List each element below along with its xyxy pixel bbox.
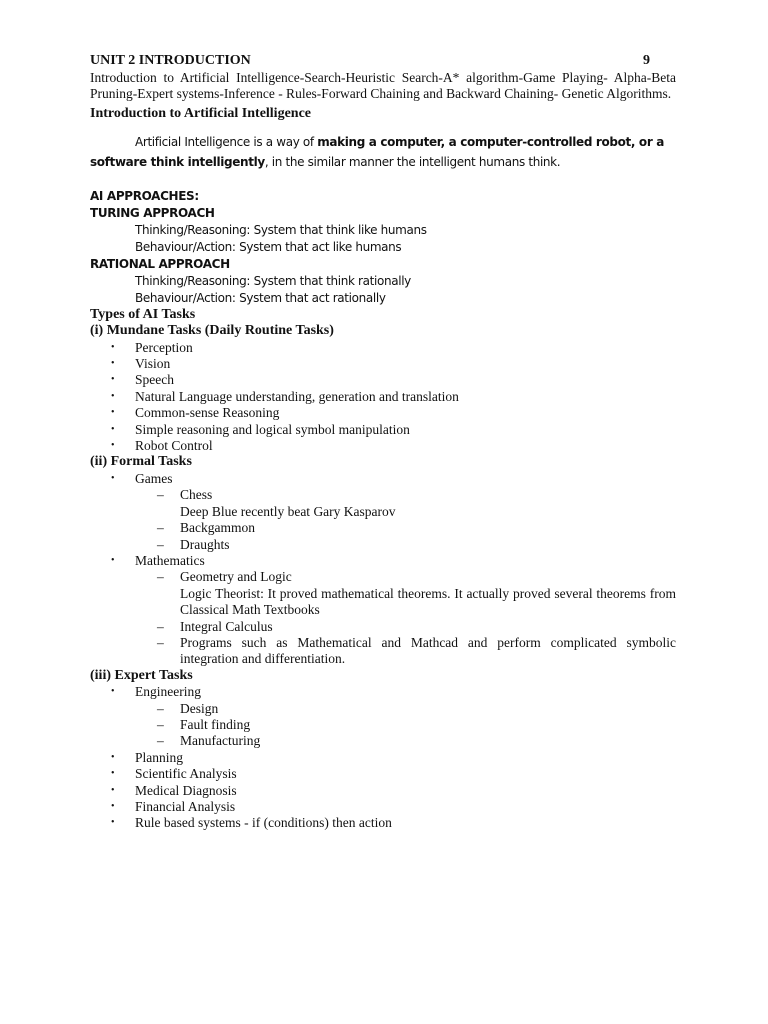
definition-lead: Artificial Intelligence is a way of — [135, 134, 318, 149]
list-item — [90, 799, 676, 815]
list-item-text: Financial Analysis — [135, 799, 236, 814]
formal-tasks-heading: (ii) Formal Tasks — [90, 454, 192, 470]
engineering-sublist — [135, 701, 676, 750]
sublist-item-text: Design — [180, 700, 219, 716]
list-item — [90, 438, 676, 454]
mundane-tasks-list — [90, 340, 676, 455]
list-item — [90, 471, 676, 553]
sublist-item — [135, 537, 676, 553]
section-heading: Introduction to Artificial Intelligence — [90, 105, 311, 121]
list-item-text: Games — [135, 470, 173, 486]
expert-tasks-list — [90, 684, 676, 832]
mathematics-sublist — [135, 569, 676, 667]
sublist-item-text: Programs such as Mathematical and Mathcad and perform complicated symbolic integration and differentiation. — [180, 634, 676, 667]
bullet-icon: • — [111, 407, 115, 419]
sublist-item-note: Logic Theorist: It proved mathematical theorems. It actually proved several theorems from Classical Math Textbooks — [180, 585, 676, 618]
expert-tasks-heading: (iii) Expert Tasks — [90, 667, 193, 683]
list-item — [90, 389, 676, 405]
sublist-item — [135, 717, 676, 733]
unit-header — [90, 51, 676, 70]
dash-icon: – — [157, 716, 164, 732]
turing-approach-title: TURING APPROACH — [90, 205, 215, 220]
list-item — [90, 356, 676, 372]
ai-approaches — [90, 188, 676, 307]
definition-emphasis: making a computer, a computer-controlled robot, or a software think intelligently — [90, 134, 664, 169]
games-sublist — [135, 487, 676, 553]
bullet-icon: • — [111, 801, 115, 812]
list-item-text: Perception — [135, 339, 193, 355]
bullet-icon: • — [111, 423, 115, 435]
sublist-item — [135, 487, 676, 520]
sublist-item — [135, 733, 676, 749]
sublist-item — [135, 619, 676, 635]
dash-icon: – — [157, 618, 164, 634]
list-item — [90, 815, 676, 831]
list-item-text: Vision — [135, 356, 171, 372]
list-item-text: Scientific Analysis — [135, 766, 237, 782]
sublist-item — [135, 635, 676, 668]
unit-title: UNIT 2 INTRODUCTION — [90, 53, 251, 68]
dash-icon: – — [157, 634, 164, 650]
list-item-text: Common-sense Reasoning — [135, 405, 280, 421]
list-item — [90, 783, 676, 799]
bullet-icon: • — [111, 472, 115, 484]
list-item-text: Mathematics — [135, 552, 205, 568]
list-item-text: Natural Language understanding, generation and translation — [135, 388, 459, 404]
bullet-icon: • — [111, 817, 115, 829]
list-item-text: Robot Control — [135, 438, 213, 454]
list-item-text: Speech — [135, 372, 174, 388]
bullet-icon: • — [111, 374, 115, 386]
bullet-icon: • — [111, 554, 115, 566]
list-item — [90, 750, 676, 766]
list-item-text: Planning — [135, 749, 184, 765]
mundane-tasks-heading: (i) Mundane Tasks (Daily Routine Tasks) — [90, 323, 334, 339]
dash-icon: – — [157, 700, 164, 716]
rational-approach-title: RATIONAL APPROACH — [90, 256, 230, 271]
list-item — [90, 766, 676, 782]
list-item — [90, 684, 676, 750]
list-item — [90, 422, 676, 438]
types-heading: Types of AI Tasks — [90, 306, 196, 322]
types-of-ai-tasks — [90, 307, 676, 832]
dash-icon: – — [157, 733, 164, 749]
syllabus-paragraph: Introduction to Artificial Intelligence-Search-Heuristic Search-A* algorithm-Game Playing- Alpha-Beta Pruning-Expert systems-Inference - Rules-Forward Chaining and Backward Chaining- Genetic Algorithms. — [90, 70, 676, 102]
list-item — [90, 553, 676, 668]
list-item-text: Rule based systems - if (conditions) then action — [135, 815, 392, 831]
dash-icon: – — [157, 569, 164, 585]
sublist-item — [135, 569, 676, 618]
sublist-item-text: Integral Calculus — [180, 618, 273, 634]
sublist-item-text: Fault finding — [180, 716, 251, 732]
bullet-icon: • — [111, 390, 115, 402]
formal-tasks-list — [90, 471, 676, 668]
sublist-item — [135, 701, 676, 717]
list-item-text: Simple reasoning and logical symbol manipulation — [135, 421, 410, 437]
sublist-item — [135, 520, 676, 536]
rational-item: Behaviour/Action: System that act rationally — [135, 290, 386, 305]
sublist-item-text: Geometry and Logic — [180, 569, 292, 585]
bullet-icon: • — [111, 751, 115, 763]
bullet-icon: • — [111, 341, 115, 353]
sublist-item-text: Backgammon — [180, 520, 255, 536]
definition-tail: , in the similar manner the intelligent humans think. — [264, 154, 561, 169]
sublist-item-note: Deep Blue recently beat Gary Kasparov — [180, 503, 396, 519]
turing-item: Thinking/Reasoning: System that think like humans — [135, 222, 427, 237]
ai-definition — [90, 132, 676, 172]
list-item — [90, 405, 676, 421]
dash-icon: – — [157, 487, 164, 503]
rational-item: Thinking/Reasoning: System that think rationally — [135, 273, 411, 288]
list-item — [90, 372, 676, 388]
turing-item: Behaviour/Action: System that act like humans — [135, 239, 402, 254]
bullet-icon: • — [111, 784, 115, 796]
sublist-item-text: Chess — [180, 487, 213, 503]
sublist-item-text: Draughts — [180, 536, 230, 552]
list-item-text: Medical Diagnosis — [135, 782, 237, 798]
page-number: 9 — [643, 53, 650, 68]
bullet-icon: • — [111, 358, 115, 370]
list-item — [90, 340, 676, 356]
list-item-text: Engineering — [135, 684, 201, 700]
sublist-item-text: Manufacturing — [180, 733, 261, 749]
bullet-icon: • — [111, 768, 115, 780]
dash-icon: – — [157, 520, 164, 536]
bullet-icon: • — [111, 440, 115, 452]
dash-icon: – — [157, 536, 164, 552]
bullet-icon: • — [111, 686, 115, 698]
document-page — [90, 51, 676, 832]
approaches-heading: AI APPROACHES: — [90, 188, 199, 203]
